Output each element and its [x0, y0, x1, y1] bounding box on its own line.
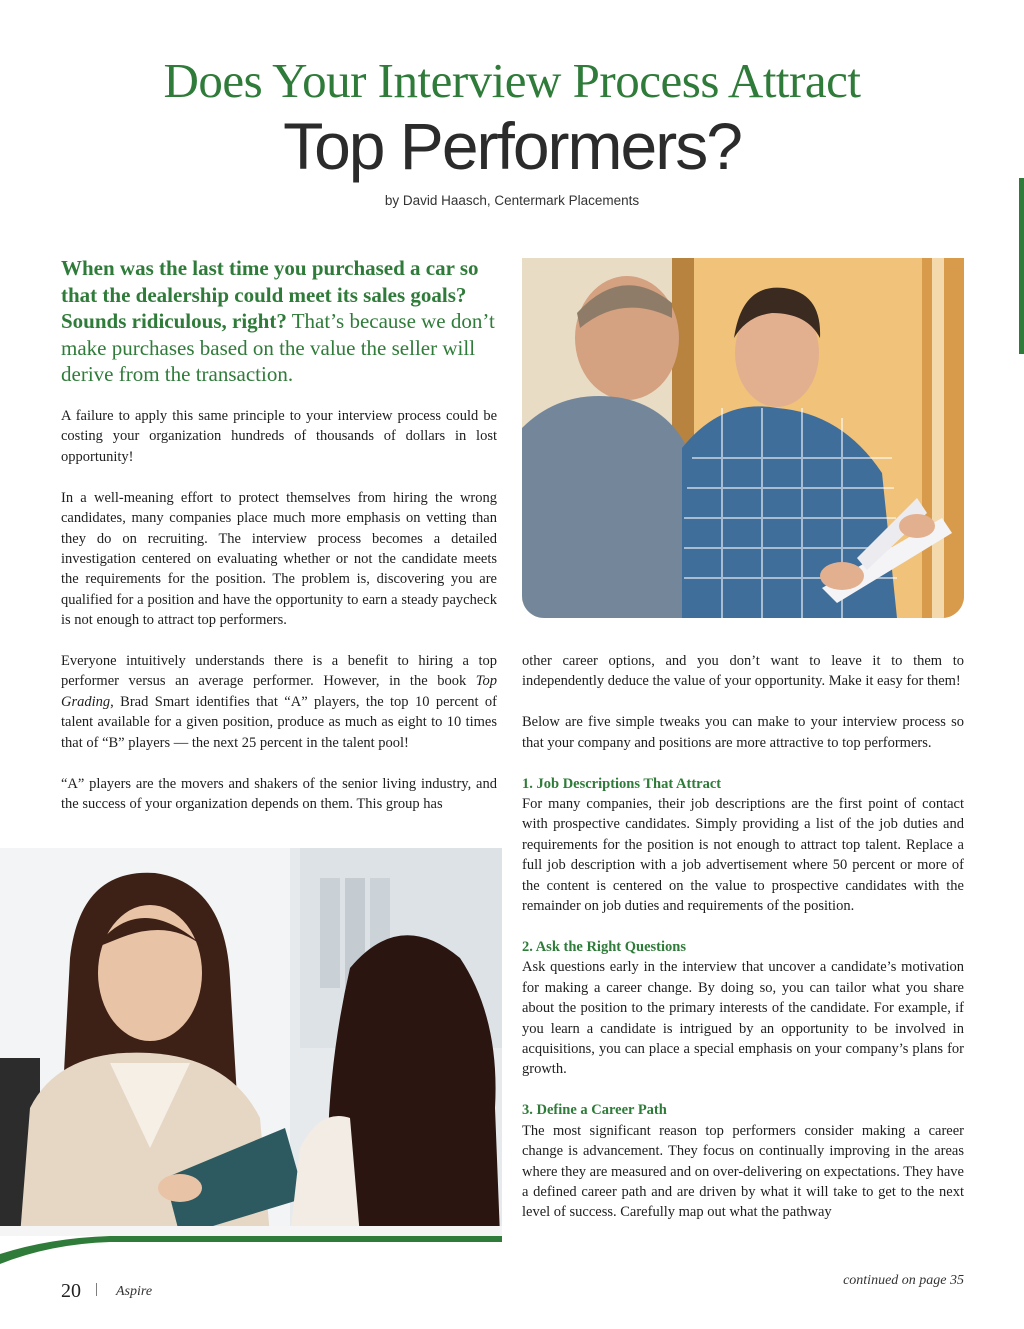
- left-paragraph-3: [61, 651, 497, 753]
- left-text-column: [61, 406, 497, 835]
- photo-interview-scene: [0, 848, 502, 1236]
- section-2-body: Ask questions early in the interview that uncover a candidate’s motivation for making a career change. By doing so, you can tailor what you share about the position to the primary interests of the candidate. For example, if you learn a candidate is intrigued by an opportunity to be involved in acquisitions, you can place a special emphasis on your company’s plans for growth.: [522, 959, 964, 1078]
- article-title-line-2: Top Performers?: [283, 109, 741, 183]
- footer-separator: |: [95, 1281, 99, 1297]
- page-number: 20: [61, 1280, 81, 1302]
- intro-regular-text: That’s because we don’t make purchases based on the value the seller will derive from the transaction.: [61, 309, 495, 386]
- section-3-body: The most significant reason top performers consider making a career change is advancement. They focus on continually improving in the areas where they are measured and on over-delivering on expectations. They have a defined career path and are driven by what it will take to get to the next level of success. Carefully map out what the pathway: [522, 1122, 964, 1221]
- left-paragraph-3-part-b: , Brad Smart identifies that “A” players, the top 10 percent of talent available for a given position, produce as much as eight to 10 times that of “B” players — the next 25 percent in the talent pool!: [61, 693, 497, 751]
- article-title-line-1: Does Your Interview Process Attract: [163, 53, 861, 108]
- left-paragraph-2: In a well-meaning effort to protect themselves from hiring the wrong candidates, many companies place much more emphasis on vetting than they do on recruiting. The interview process becomes a detailed investigation centered on evaluating whether or not the candidate meets the requirements for the position. The problem is, discovering you are qualified for a position and have the opportunity to earn a steady paycheck is not enough to attract top performers.: [61, 489, 497, 629]
- left-paragraph-1: A failure to apply this same principle to your interview process could be costing your organization hundreds of thousands of dollars in lost opportunity!: [61, 408, 497, 465]
- book-title: Top Grading: [61, 673, 497, 710]
- left-paragraph-4: “A” players are the movers and shakers of the senior living industry, and the success of your organization depends on them. This group has: [61, 775, 497, 812]
- page-edge-tab: [1019, 178, 1024, 354]
- intro-bold-text: When was the last time you purchased a car so that the dealership could meet its sales goals? Sounds ridiculous, right?: [61, 256, 479, 333]
- footer-green-wave: [0, 1196, 1024, 1276]
- magazine-name: Aspire: [116, 1284, 153, 1299]
- byline: by David Haasch, Centermark Placements: [384, 193, 640, 208]
- right-paragraph-2: Below are five simple tweaks you can make to your interview process so that your company and positions are more attractive to top performers.: [522, 714, 964, 751]
- section-3-heading: 3. Define a Career Path: [522, 1102, 667, 1119]
- photo-two-men-reviewing-document: [522, 258, 964, 618]
- section-2-heading: 2. Ask the Right Questions: [522, 938, 686, 955]
- intro-pullquote: [61, 255, 511, 388]
- continued-note: continued on page 35: [843, 1273, 964, 1288]
- section-1-body: For many companies, their job descriptions are the first point of contact with prospective candidates. Simply providing a list of the job duties and requirements for the position is not enough to attract top talent. Replace a full job description with a job advertisement where 50 percent or more of the content is centered on the value to prospective candidates with the remainder on job duties and requirements of the position.: [522, 796, 964, 915]
- right-paragraph-1: other career options, and you don’t want to leave it to them to independently deduce the value of your opportunity. Make it easy for them!: [522, 653, 964, 690]
- left-paragraph-3-part-a: Everyone intuitively understands there is a benefit to hiring a top performer versus an average performer. However, in the book: [61, 653, 497, 690]
- section-1-heading: 1. Job Descriptions That Attract: [522, 775, 722, 792]
- right-text-column: [522, 651, 964, 1243]
